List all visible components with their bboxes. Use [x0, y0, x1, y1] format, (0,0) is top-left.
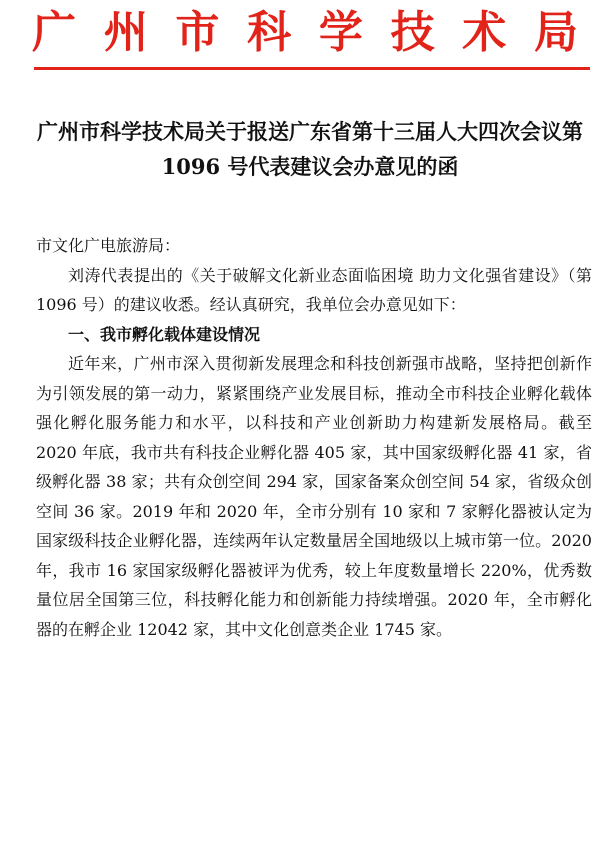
section-1-paragraph: 近年来，广州市深入贯彻新发展理念和科技创新强市战略，坚持把创新作为引领发展的第一动力，紧紧围绕产业发展目标，推动全市科技企业孵化载体强化孵化服务能力和水平，以科技和产业创新助力构建新发展格局。截至 2020 年底，我市共有科技企业孵化器 405 家，其中国家级孵化器 41 家，省级孵化器 38 家；共有众创空间 294 家，国家备案众创空间 54 家，省级众创空间 36 家。2019 年和 2020 年，全市分别有 10 家和 7 家孵化器被认定为国家级科技企业孵化器，连续两年认定数量居全国地级以上城市第一位。2020 年，我市 16 家国家级孵化器被评为优秀，较上年度数量增长 220%，优秀数量位居全国第三位，科技孵化能力和创新能力持续增强。2020 年，全市孵化器的在孵企业 12042 家，其中文化创意类企业 1745 家。 — [36, 354, 592, 639]
intro-paragraph: 刘涛代表提出的《关于破解文化新业态面临困境 助力文化强省建设》（第 1096 号）的建议收悉。经认真研究，我单位会办意见如下： — [36, 265, 592, 314]
section-1-heading: 一、我市孵化载体建设情况 — [68, 324, 261, 344]
salutation: 市文化广电旅游局： — [36, 236, 181, 255]
masthead-org-name: 广州市科学技术局 — [32, 7, 592, 58]
document-body — [36, 231, 592, 644]
masthead-red-rule — [34, 67, 590, 70]
document-title: 广州市科学技术局关于报送广东省第十三届人大四次会议第 1096 号代表建议会办意见的函 — [37, 119, 583, 179]
